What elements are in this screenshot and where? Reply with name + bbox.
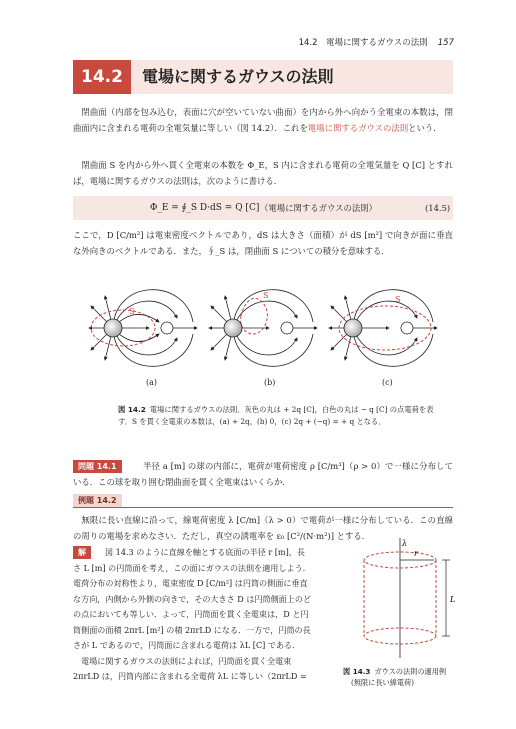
figure-14-2-caption-label: 図 14.2 <box>118 405 146 414</box>
panel-label-a: (a) <box>146 378 158 387</box>
figure-14-2-s-label-b: S <box>263 291 269 300</box>
solution-label: 解 <box>73 546 91 559</box>
solution-line: 電場に関するガウスの法則によれば，円筒面を貫く全電束 <box>73 655 292 666</box>
figure-14-2-caption <box>118 404 438 428</box>
figure-14-2-panel-a <box>89 290 197 367</box>
figure-14-2-panel-b <box>209 290 317 367</box>
figure-14-3-lambda-label: λ <box>402 539 408 548</box>
intro-text-a: 閉曲面（内部を包み込む，表面に穴が空いていない曲面）を内から外へ向かう全電束の本数は，閉曲面内に含まれる電荷の全電気量に等しい（図 14.2）．これを <box>73 107 453 133</box>
figure-14-2-panel-c <box>329 290 437 367</box>
figure-14-3-l-label: L <box>450 595 456 604</box>
intro-text-b: という． <box>408 122 442 133</box>
running-header <box>299 36 454 48</box>
solution-line: な方向，内側から外側の向きで，その大きさ D は円筒側面上のど <box>73 593 312 604</box>
running-header-section: 14.2 電場に関するガウスの法則 <box>298 38 428 48</box>
problem-label: 問題 14.1 <box>73 460 122 473</box>
solution-line: さが L であるので，円筒面に含まれる電荷は λL [C] である． <box>73 640 301 650</box>
equation-number: (14.5) <box>425 203 451 213</box>
figure-14-3-r-label: r <box>414 549 418 558</box>
solution-line: 2πrLD は，円筒内部に含まれる全電荷 λL に等しい（2πrLD = <box>73 671 307 681</box>
figure-14-3-caption-sub: (無限に長い線電荷) <box>351 678 415 687</box>
figure-14-2-s-label-a: S <box>129 307 135 316</box>
figure-14-2-caption-text: 電場に関するガウスの法則．灰色の丸は + 2q [C]，白色の丸は − q [C] の点電荷を表す．S を貫く全電束の本数は，(a) + 2q，(b) 0，(c) 2q + (−q) = + q となる． <box>118 405 434 426</box>
problem-text: 半径 a [m] の球の内部に，電荷が電荷密度 ρ [C/m³]（ρ > 0）で一様に分布している．この球を取り囲む閉曲面を貫く全電束はいくらか． <box>73 461 453 487</box>
figure-14-3-caption <box>343 666 463 688</box>
page-number: 157 <box>437 38 454 48</box>
figure-14-3-caption-label: 図 14.3 <box>343 667 371 676</box>
intro-paragraph-1 <box>73 105 453 136</box>
solution-line: 電荷分布の対称性より，電束密度 D [C/m²] は円筒の側面に垂直 <box>73 578 308 588</box>
section-number: 14.2 <box>73 60 131 94</box>
solution-text <box>73 545 341 685</box>
intro-paragraph-2: 閉曲面 S を内から外へ貫く全電束の本数を Φ_E，S 内に含まれる電荷の全電気量を Q [C] とすれば，電場に関するガウスの法則は，次のように書ける． <box>73 160 453 186</box>
equation-note: （電場に関するガウスの法則） <box>260 203 377 213</box>
figure-14-2 <box>85 272 445 390</box>
example-label: 例題 14.2 <box>73 494 122 507</box>
definition-paragraph: ここで，D [C/m²] は電束密度ベクトルであり，dS は大きさ（面積）が dS [m²] で向きが面に垂直な外向きのベクトルである．また，∮_S は，閉曲面 S についての積分を意味する． <box>73 230 453 256</box>
section-title: 電場に関するガウスの法則 <box>142 67 334 86</box>
solution-line: 筒側面の面積 2πrL [m²] の積 2πrLD になる．一方で，円筒の長 <box>73 624 311 635</box>
example-text: 無限に長い直線に沿って，線電荷密度 λ [C/m]（λ > 0）で電荷が一様に分布している．この直線の周りの電場を求めなさい．ただし，真空の誘電率を ε₀ [C²/(N·m²)] とする． <box>73 515 453 541</box>
equation-formula: Φ_E = ∮_S D·dS = Q [C] <box>150 203 260 213</box>
solution-line: 図 14.3 のように直線を軸とする底面の半径 r [m]，長 <box>105 547 305 557</box>
solution-line: の点においても等しい．よって，円筒面を貫く全電束は，D と円 <box>73 609 309 619</box>
solution-line: さ L [m] の円筒面を考え，この面にガウスの法則を適用しよう． <box>73 562 311 573</box>
figure-14-2-s-label-c: S <box>395 295 401 304</box>
panel-label-b: (b) <box>264 378 276 387</box>
figure-14-3 <box>350 534 460 660</box>
panel-label-c: (c) <box>382 378 393 387</box>
example-rule <box>73 507 453 508</box>
figure-14-3-caption-text: ガウスの法則の適用例 <box>374 667 447 676</box>
gauss-law-term: 電場に関するガウスの法則 <box>307 122 409 133</box>
